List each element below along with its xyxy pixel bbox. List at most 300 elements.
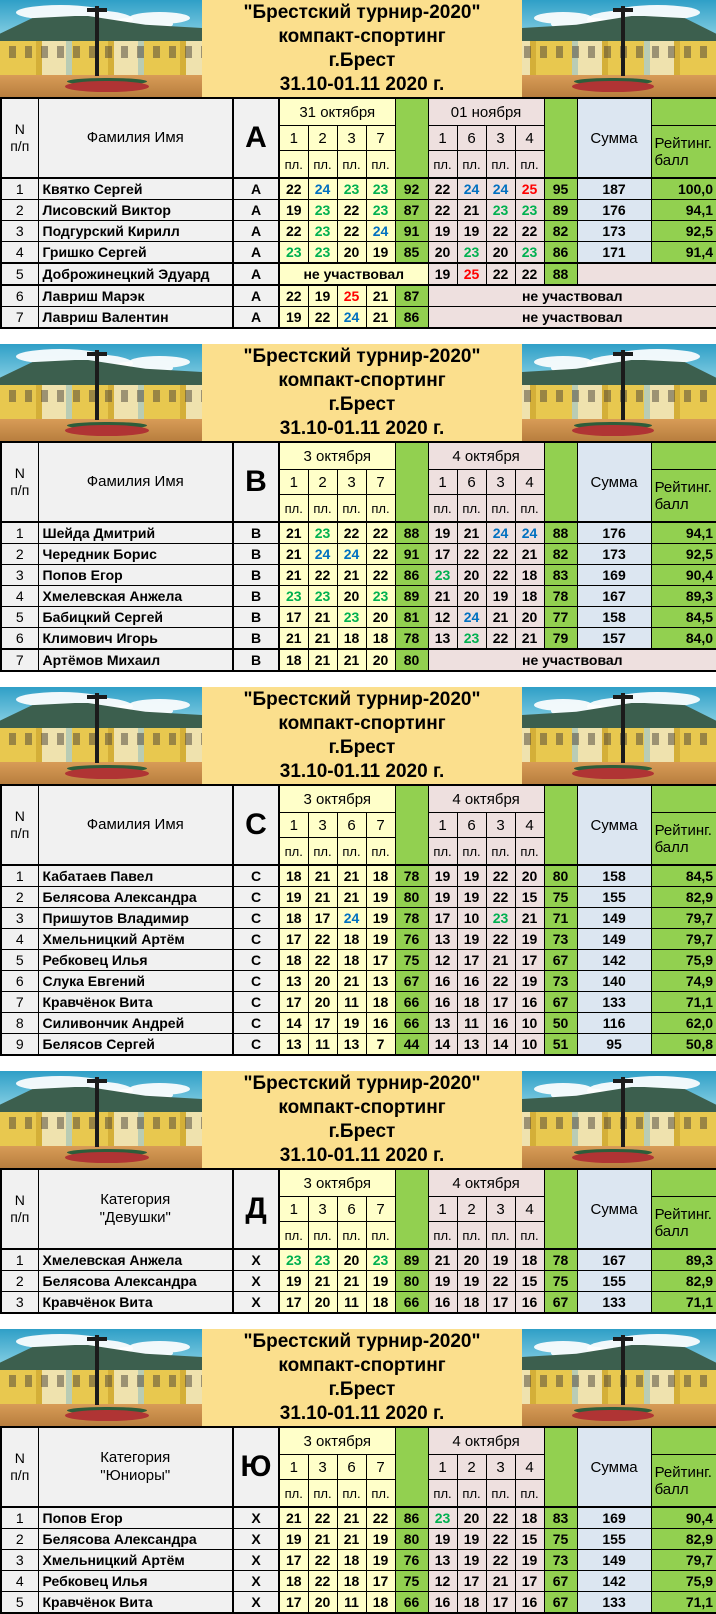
title-line: "Брестский турнир-2020": [202, 345, 522, 369]
cell-category: А: [233, 242, 279, 264]
cell-score: 22: [515, 263, 544, 285]
cell-category: Х: [233, 1592, 279, 1614]
photo-cloud: [534, 12, 592, 24]
cell-score: 17: [486, 992, 515, 1013]
photo-windows: [522, 46, 716, 59]
cell-day1-sum: 80: [395, 1529, 428, 1550]
cell-score: 19: [279, 1271, 308, 1292]
cell-name: Попов Егор: [38, 1507, 233, 1529]
cell-score: 23: [486, 908, 515, 929]
cell-score: 24: [457, 607, 486, 628]
header-day2: 4 октября: [428, 442, 544, 470]
title-line: компакт-спортинг: [202, 369, 522, 393]
header-squad: 7: [366, 1455, 395, 1480]
header-num-line: п/п: [2, 1467, 38, 1484]
cell-score: 11: [308, 1034, 337, 1056]
table-row: [1, 1249, 716, 1271]
header-squad: 6: [337, 813, 366, 838]
photo-lamp-post: [621, 693, 625, 763]
cell-score: 16: [515, 992, 544, 1013]
cell-rating: 62,0: [651, 1013, 716, 1034]
header-name-line: Фамилия Имя: [39, 473, 233, 491]
cell-score: 21: [515, 544, 544, 565]
table-row: [1, 607, 716, 628]
cell-day2-sum: 82: [544, 544, 577, 565]
cell-total: 187: [577, 178, 651, 200]
cell-score: 20: [457, 1507, 486, 1529]
cell-name: Кравчёнок Вита: [38, 1292, 233, 1314]
cell-score: 11: [457, 1013, 486, 1034]
cell-day1-sum: 78: [395, 865, 428, 887]
cell-score: 22: [486, 263, 515, 285]
cell-score: 23: [308, 522, 337, 544]
cell-score: 23: [337, 178, 366, 200]
header-pl: пл.: [366, 1222, 395, 1250]
header-squad: 7: [366, 126, 395, 151]
header-pl: пл.: [279, 1222, 308, 1250]
header-squad: 1: [428, 470, 457, 495]
cell-score: 17: [279, 1550, 308, 1571]
header-squad: 6: [457, 126, 486, 151]
cell-score: 18: [515, 1249, 544, 1271]
cell-score: 22: [308, 950, 337, 971]
cell-num: 4: [1, 1571, 38, 1592]
header-pl: пл.: [515, 1480, 544, 1508]
cell-score: 14: [428, 1034, 457, 1056]
cell-score: 19: [366, 908, 395, 929]
cell-name: Квятко Сергей: [38, 178, 233, 200]
cell-num: 5: [1, 263, 38, 285]
header-name-line: Категория: [39, 1191, 233, 1209]
cell-score: 21: [308, 887, 337, 908]
header-squad: 3: [486, 1455, 515, 1480]
photo-lamp-post: [621, 350, 625, 420]
cell-score: 19: [366, 929, 395, 950]
cell-score: 19: [515, 1550, 544, 1571]
cell-category: Х: [233, 1571, 279, 1592]
cell-score: 20: [457, 1249, 486, 1271]
cell-rating: 91,4: [651, 242, 716, 264]
cell-name: Бабицкий Сергей: [38, 607, 233, 628]
header-squad: 4: [515, 1455, 544, 1480]
photo-flowerbed: [572, 81, 653, 93]
cell-num: 3: [1, 565, 38, 586]
cell-score: 22: [486, 628, 515, 650]
cell-score: 21: [366, 285, 395, 307]
cell-day1-sum: 87: [395, 200, 428, 221]
cell-score: 23: [366, 586, 395, 607]
cell-score: 25: [515, 178, 544, 200]
cell-score: 22: [337, 200, 366, 221]
cell-score: 21: [337, 1271, 366, 1292]
cell-score: 13: [279, 1034, 308, 1056]
cell-score: 19: [366, 887, 395, 908]
street-photo-right: [522, 0, 716, 97]
cell-score: 19: [515, 929, 544, 950]
header-name-line: Фамилия Имя: [39, 129, 233, 147]
results-table: [0, 441, 716, 672]
cell-score: 24: [308, 544, 337, 565]
cell-score: 23: [337, 607, 366, 628]
cell-name: Шейда Дмитрий: [38, 522, 233, 544]
title-line: г.Брест: [202, 393, 522, 417]
cell-day1-sum: 85: [395, 242, 428, 264]
cell-score: 18: [515, 565, 544, 586]
table-row: [1, 887, 716, 908]
cell-score: 17: [515, 950, 544, 971]
cell-score: 24: [486, 178, 515, 200]
cell-score: 23: [428, 1507, 457, 1529]
cell-num: 5: [1, 950, 38, 971]
header-pl: пл.: [337, 1480, 366, 1508]
header-name: [38, 785, 233, 865]
header-day1-sum: [395, 785, 428, 865]
cell-day1-sum: 67: [395, 971, 428, 992]
results-table: [0, 1168, 716, 1314]
header-day2-sum: [544, 98, 577, 178]
header-num-line: п/п: [2, 138, 38, 155]
cell-score: 12: [428, 950, 457, 971]
street-photo-left: [0, 0, 202, 97]
cell-category: А: [233, 221, 279, 242]
photo-lamp-post: [95, 1335, 99, 1405]
cell-score: 17: [279, 607, 308, 628]
street-photo-right: [522, 1071, 716, 1168]
header-name: [38, 1169, 233, 1249]
cell-score: 11: [337, 992, 366, 1013]
header-num-line: п/п: [2, 825, 38, 842]
header-rating-line: балл: [655, 1481, 716, 1498]
cell-category: С: [233, 865, 279, 887]
header-squad: 7: [366, 1197, 395, 1222]
header-squad: 6: [337, 1197, 366, 1222]
cell-day1-sum: 78: [395, 908, 428, 929]
cell-category: Х: [233, 1249, 279, 1271]
cell-rating: 94,1: [651, 522, 716, 544]
cell-score: 13: [279, 971, 308, 992]
header-name-line: Фамилия Имя: [39, 816, 233, 834]
cell-num: 7: [1, 307, 38, 329]
street-photo-left: [0, 687, 202, 784]
photo-flowerbed: [572, 425, 653, 437]
cell-score: 25: [337, 285, 366, 307]
cell-score: 22: [279, 221, 308, 242]
header-letter: Д: [233, 1169, 279, 1249]
header-squad: 1: [279, 1455, 308, 1480]
title-block: [202, 0, 522, 97]
title-line: "Брестский турнир-2020": [202, 1, 522, 25]
table-row: [1, 1292, 716, 1314]
cell-score: 11: [337, 1292, 366, 1314]
cell-day1-sum: 86: [395, 1507, 428, 1529]
header-squad: 2: [457, 1197, 486, 1222]
title-block: [202, 687, 522, 784]
cell-total: 169: [577, 1507, 651, 1529]
cell-day2-sum: 67: [544, 992, 577, 1013]
cell-score: 21: [486, 607, 515, 628]
cell-rating: 74,9: [651, 971, 716, 992]
cell-score: 17: [428, 544, 457, 565]
cell-not-participated: не участвовал: [279, 263, 428, 285]
cell-total: 142: [577, 950, 651, 971]
cell-score: 23: [428, 565, 457, 586]
cell-score: 19: [428, 1271, 457, 1292]
cell-day2-sum: 73: [544, 971, 577, 992]
cell-score: 17: [486, 1292, 515, 1314]
cell-score: 23: [457, 628, 486, 650]
cell-score: 23: [279, 1249, 308, 1271]
cell-score: 20: [486, 242, 515, 264]
header-pl: пл.: [279, 838, 308, 866]
cell-score: 13: [428, 628, 457, 650]
photo-lamp-post: [95, 6, 99, 76]
cell-score: 20: [308, 1292, 337, 1314]
title-line: компакт-спортинг: [202, 25, 522, 49]
cell-day1-sum: 76: [395, 1550, 428, 1571]
cell-day2-sum: 77: [544, 607, 577, 628]
cell-score: 18: [279, 865, 308, 887]
header-day2-sum: [544, 1169, 577, 1249]
cell-rating: 75,9: [651, 950, 716, 971]
cell-score: 19: [428, 221, 457, 242]
cell-name: Хмельницкий Артём: [38, 1550, 233, 1571]
table-row: [1, 242, 716, 264]
header-day1: 3 октября: [279, 1427, 395, 1455]
header-total: Сумма: [577, 1169, 651, 1249]
table-row: [1, 1271, 716, 1292]
cell-score: 19: [457, 1271, 486, 1292]
header-name-line: Категория: [39, 1449, 233, 1467]
cell-score: 16: [457, 971, 486, 992]
cell-name: Подгурский Кирилл: [38, 221, 233, 242]
title-line: 31.10-01.11 2020 г.: [202, 417, 522, 441]
header-squad: 1: [279, 470, 308, 495]
cell-score: 22: [308, 929, 337, 950]
header-squad: 1: [428, 126, 457, 151]
cell-score: 19: [366, 1529, 395, 1550]
cell-rating: 92,5: [651, 221, 716, 242]
cell-name: Хмелевская Анжела: [38, 1249, 233, 1271]
cell-score: 23: [366, 178, 395, 200]
cell-total: 140: [577, 971, 651, 992]
header-pl: пл.: [279, 495, 308, 523]
cell-category: С: [233, 971, 279, 992]
table-row: [1, 285, 716, 307]
street-photo-left: [0, 1329, 202, 1426]
table-row: [1, 929, 716, 950]
header-day2-sum: [544, 785, 577, 865]
cell-score: 20: [337, 1249, 366, 1271]
header-num-line: N: [2, 121, 38, 138]
cell-score: 19: [486, 1249, 515, 1271]
street-photo-left: [0, 1071, 202, 1168]
cell-day1-sum: 91: [395, 544, 428, 565]
cell-total: 167: [577, 1249, 651, 1271]
cell-score: 21: [486, 950, 515, 971]
cell-name: Гришко Сергей: [38, 242, 233, 264]
cell-name: Белясова Александра: [38, 1529, 233, 1550]
header-rating-spacer: [651, 442, 716, 470]
cell-name: Пришутов Владимир: [38, 908, 233, 929]
header-squad: 4: [515, 813, 544, 838]
cell-score: 22: [308, 1571, 337, 1592]
header-day2: 4 октября: [428, 785, 544, 813]
title-block: [202, 344, 522, 441]
cell-score: 21: [515, 908, 544, 929]
header-pl: пл.: [366, 495, 395, 523]
cell-day1-sum: 80: [395, 1271, 428, 1292]
street-photo-right: [522, 1329, 716, 1426]
cell-day2-sum: 67: [544, 1292, 577, 1314]
cell-day2-sum: 67: [544, 1571, 577, 1592]
cell-rating: 89,3: [651, 586, 716, 607]
header-squad: 3: [337, 126, 366, 151]
cell-day2-sum: 67: [544, 950, 577, 971]
cell-score: 24: [486, 522, 515, 544]
cell-num: 1: [1, 1249, 38, 1271]
cell-score: 23: [457, 242, 486, 264]
section-b: [0, 344, 716, 672]
cell-score: 18: [366, 1592, 395, 1614]
cell-name: Хмельницкий Артём: [38, 929, 233, 950]
cell-score: 22: [486, 565, 515, 586]
header-squad: 1: [279, 1197, 308, 1222]
header-rating: [651, 126, 716, 179]
street-photo-right: [522, 687, 716, 784]
cell-score: 19: [457, 1550, 486, 1571]
cell-score: 21: [279, 565, 308, 586]
cell-day1-sum: 91: [395, 221, 428, 242]
cell-total: 133: [577, 992, 651, 1013]
cell-score: 17: [366, 950, 395, 971]
cell-score: 23: [366, 200, 395, 221]
cell-total: 167: [577, 586, 651, 607]
header-squad: 1: [428, 1455, 457, 1480]
cell-score: 18: [337, 1571, 366, 1592]
cell-rating: 90,4: [651, 1507, 716, 1529]
header-squad: 3: [308, 1197, 337, 1222]
cell-score: 17: [486, 1592, 515, 1614]
cell-total: 133: [577, 1292, 651, 1314]
cell-score: 20: [308, 992, 337, 1013]
cell-num: 2: [1, 544, 38, 565]
table-row: [1, 971, 716, 992]
header-day2: 4 октября: [428, 1169, 544, 1197]
cell-num: 5: [1, 1592, 38, 1614]
cell-num: 2: [1, 887, 38, 908]
header-squad: 1: [428, 1197, 457, 1222]
cell-day1-sum: 66: [395, 1592, 428, 1614]
table-row: [1, 1507, 716, 1529]
photo-windows: [0, 1117, 202, 1130]
header-letter: В: [233, 442, 279, 522]
cell-score: 21: [337, 649, 366, 671]
cell-score: 23: [308, 242, 337, 264]
cell-day1-sum: 66: [395, 992, 428, 1013]
cell-score: 21: [337, 971, 366, 992]
cell-day2-sum: 51: [544, 1034, 577, 1056]
cell-score: 20: [366, 649, 395, 671]
results-table: [0, 1426, 716, 1614]
photo-lamp-post: [95, 1077, 99, 1147]
cell-score: 22: [486, 887, 515, 908]
table-row: [1, 649, 716, 671]
header-squad: 2: [308, 470, 337, 495]
title-block: [202, 1329, 522, 1426]
cell-category: А: [233, 307, 279, 329]
cell-score: 22: [457, 544, 486, 565]
table-row: [1, 565, 716, 586]
cell-score: 19: [366, 1550, 395, 1571]
cell-day1-sum: 86: [395, 307, 428, 329]
cell-score: 12: [428, 607, 457, 628]
cell-day1-sum: 76: [395, 929, 428, 950]
cell-score: 17: [279, 1592, 308, 1614]
cell-score: 22: [366, 522, 395, 544]
header-rating-line: балл: [655, 496, 716, 513]
cell-rating: 84,5: [651, 865, 716, 887]
table-row: [1, 1529, 716, 1550]
header-rating-line: Рейтинг.: [655, 1464, 716, 1481]
cell-name: Доброжинецкий Эдуард: [38, 263, 233, 285]
cell-score: 24: [337, 307, 366, 329]
header-rating-spacer: [651, 1169, 716, 1197]
cell-total: 158: [577, 865, 651, 887]
title-banner: [0, 1329, 716, 1426]
cell-score: 21: [308, 607, 337, 628]
title-line: компакт-спортинг: [202, 712, 522, 736]
cell-score: 22: [486, 1507, 515, 1529]
header-rating-line: балл: [655, 1223, 716, 1240]
header-num: [1, 1427, 38, 1507]
cell-name: Климович Игорь: [38, 628, 233, 650]
header-squad: 7: [366, 470, 395, 495]
cell-score: 17: [457, 1571, 486, 1592]
cell-score: 17: [308, 1013, 337, 1034]
header-pl: пл.: [486, 838, 515, 866]
cell-total: 155: [577, 1529, 651, 1550]
header-total: Сумма: [577, 1427, 651, 1507]
cell-score: 17: [308, 908, 337, 929]
cell-name: Силивончик Андрей: [38, 1013, 233, 1034]
cell-rating: 71,1: [651, 1592, 716, 1614]
cell-num: 1: [1, 865, 38, 887]
cell-day1-sum: 80: [395, 887, 428, 908]
header-squad: 3: [308, 813, 337, 838]
cell-score: 18: [279, 1571, 308, 1592]
cell-score: 22: [279, 285, 308, 307]
header-letter: А: [233, 98, 279, 178]
title-block: [202, 1071, 522, 1168]
title-banner: [0, 344, 716, 441]
cell-score: 18: [337, 950, 366, 971]
photo-lamp-post: [621, 1335, 625, 1405]
cell-score: 22: [486, 971, 515, 992]
cell-score: 22: [308, 307, 337, 329]
cell-score: 25: [457, 263, 486, 285]
cell-name: Артёмов Михаил: [38, 649, 233, 671]
cell-score: 18: [279, 950, 308, 971]
cell-score: 22: [486, 929, 515, 950]
cell-day2-sum: 71: [544, 908, 577, 929]
table-row: [1, 586, 716, 607]
cell-score: 21: [337, 1507, 366, 1529]
cell-score: 22: [308, 1507, 337, 1529]
cell-name: Хмелевская Анжела: [38, 586, 233, 607]
photo-windows: [522, 733, 716, 746]
header-row: [1, 442, 716, 470]
cell-score: 22: [486, 1550, 515, 1571]
